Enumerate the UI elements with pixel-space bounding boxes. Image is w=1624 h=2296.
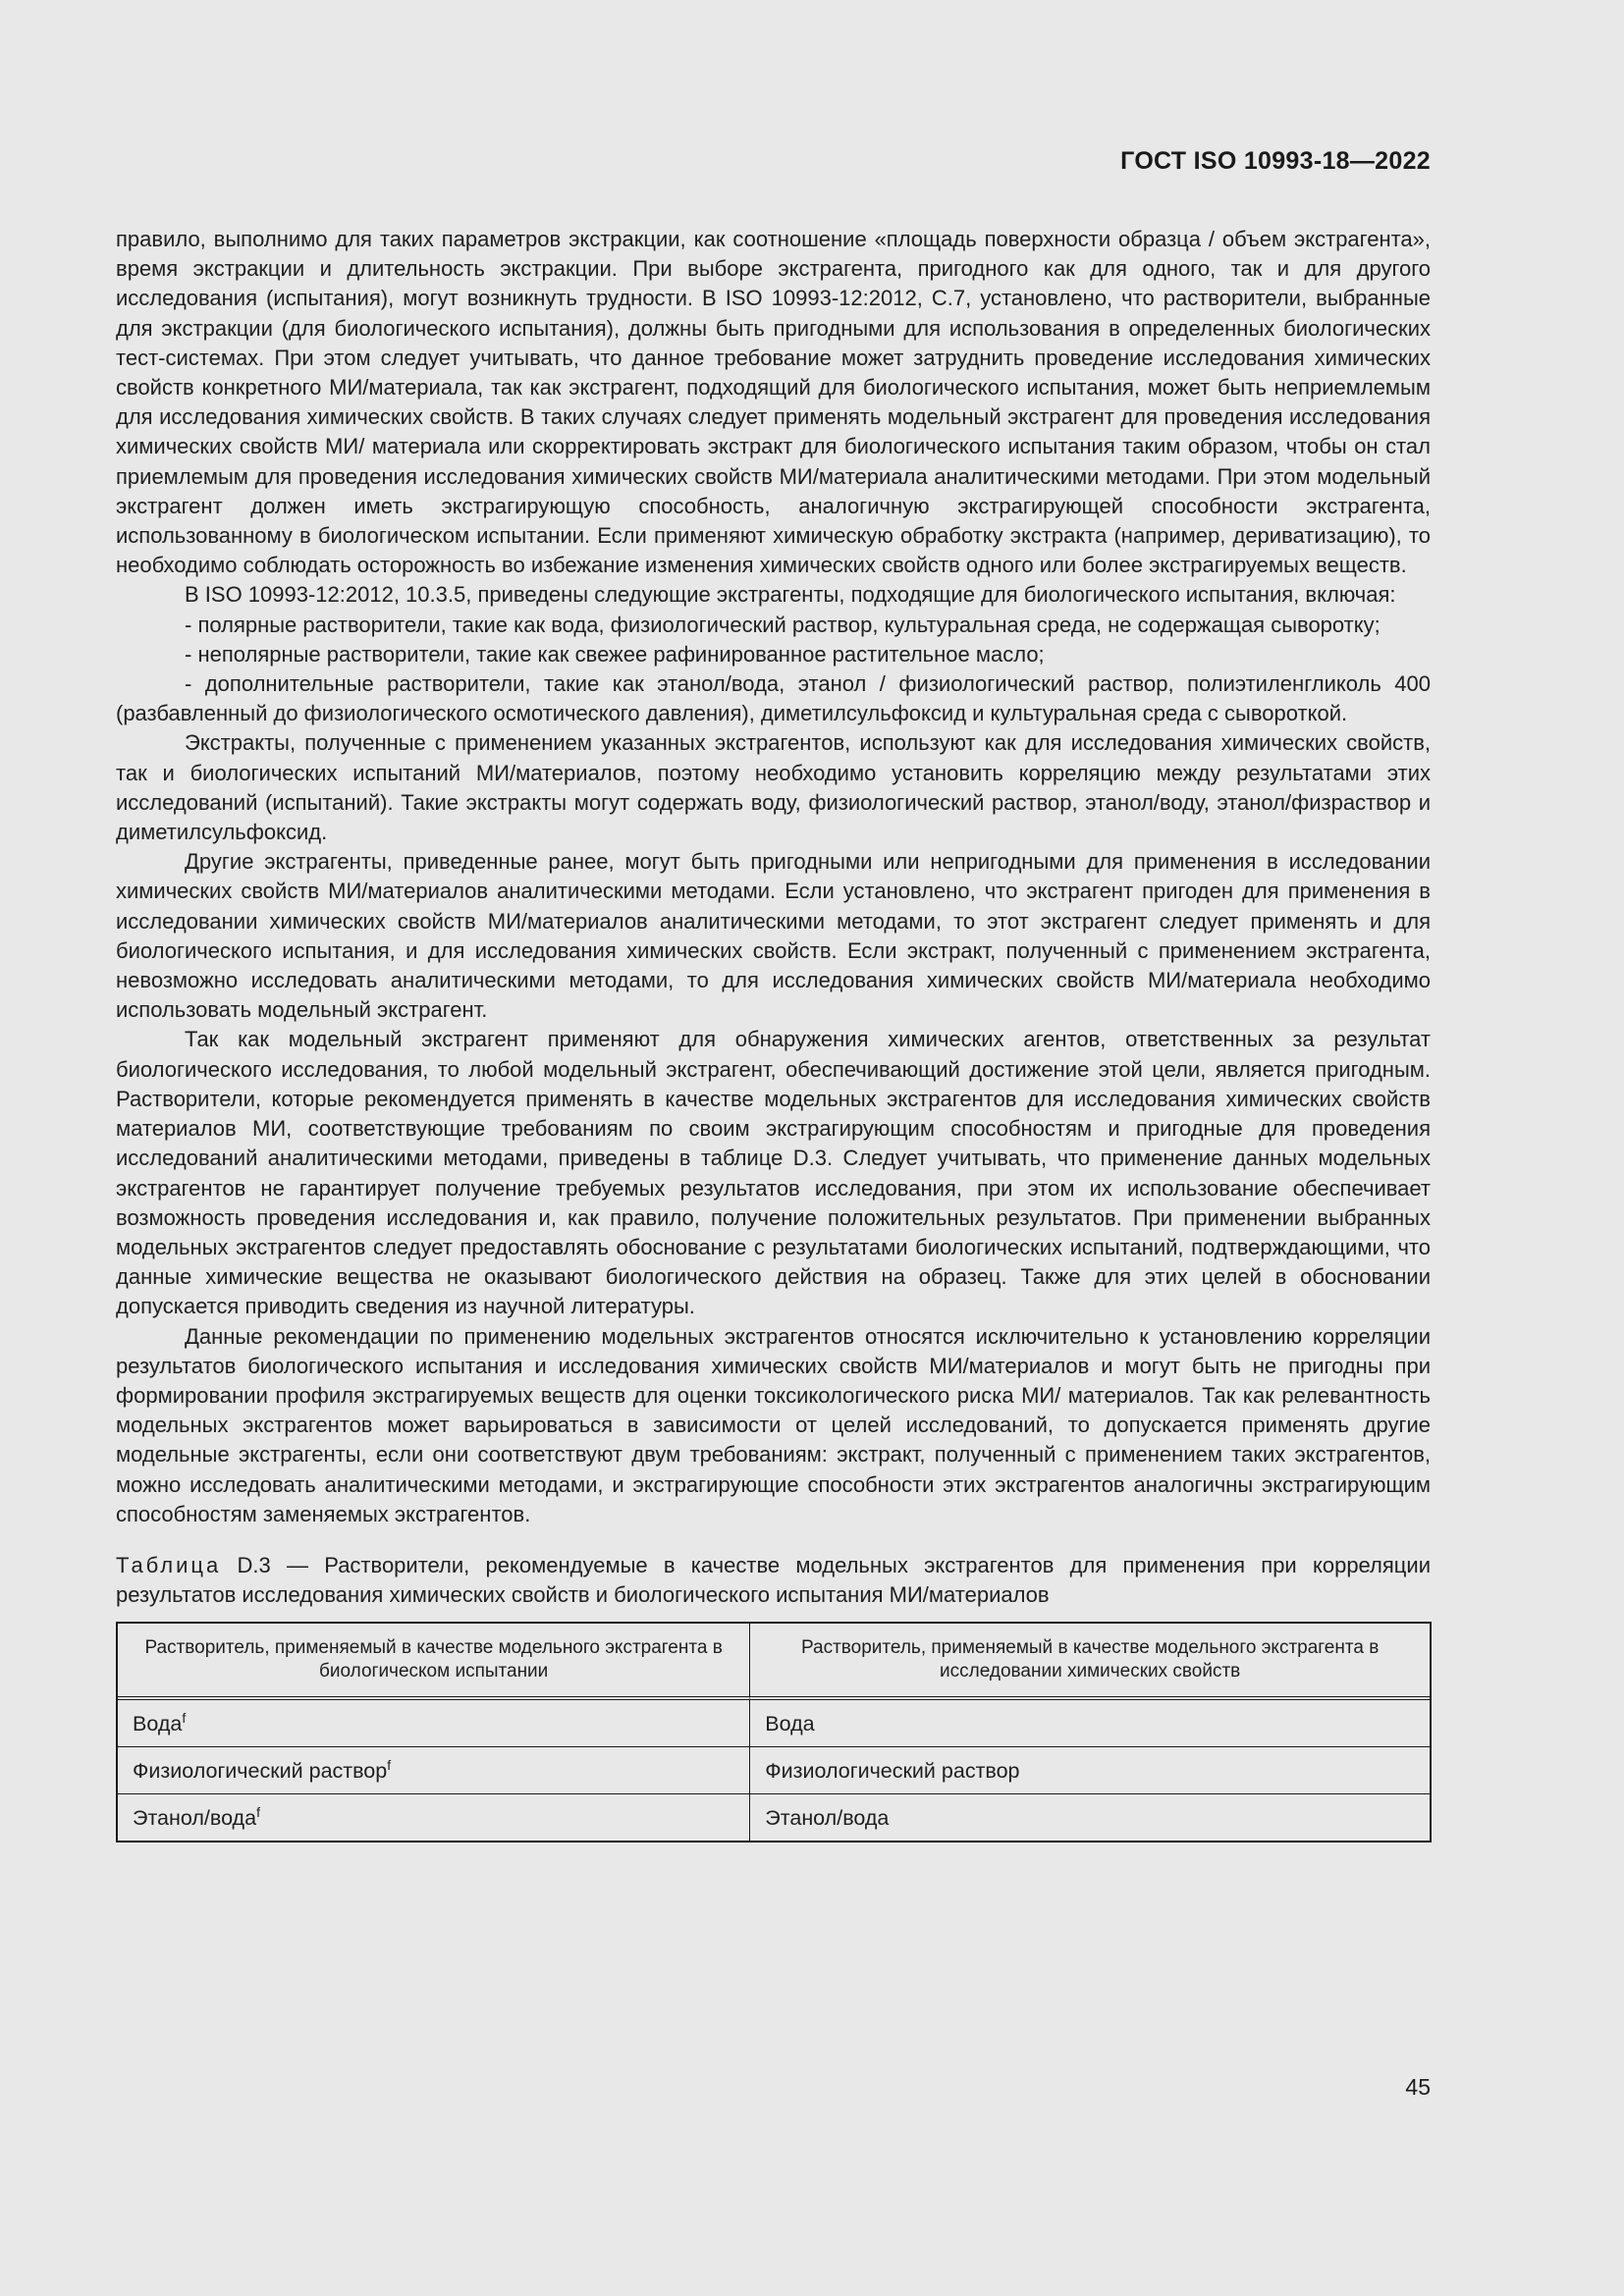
table-header-row <box>118 1624 1430 1700</box>
table-cell: Этанол/вода <box>765 1805 890 1830</box>
page-number: 45 <box>1405 2074 1431 2100</box>
list-item: - неполярные растворители, такие как свежее рафинированное растительное масло; <box>185 641 1045 667</box>
table-row <box>118 1794 1430 1841</box>
table-header-cell: Растворитель, применяемый в качестве модельного экстрагента в биологическом испытании <box>118 1624 750 1700</box>
table-cell: Физиологический раствор <box>750 1747 1430 1794</box>
solvents-table <box>116 1622 1432 1842</box>
paragraph: В ISO 10993-12:2012, 10.3.5, приведены следующие экстрагенты, подходящие для биологического испытания, включая: <box>185 582 1396 608</box>
table-caption-text: D.3 — Растворители, рекомендуемые в качестве модельных экстрагентов для применения при корреляции результатов исследования химических свойств и биологического испытания МИ/материалов <box>116 1552 1431 1608</box>
table-row <box>118 1700 1430 1747</box>
table-caption-label: Таблица <box>116 1552 222 1577</box>
list-item: - дополнительные растворители, такие как этанол/вода, этанол / физиологический раствор, полиэтиленгликоль 400 (разбавленный до физиологического осмотического давления), диметилсульфоксид и культуральная среда с сывороткой. <box>116 671 1431 726</box>
list-item: - полярные растворители, такие как вода, физиологический раствор, культуральная среда, не содержащая сыворотку; <box>185 612 1380 637</box>
paragraph: Другие экстрагенты, приведенные ранее, могут быть пригодными или непригодными для применения в исследовании химических свойств МИ/материалов аналитическими методами. Если установлено, что экстрагент пригоден для применения в исследовании химических свойств МИ/материалов аналитическими методами, то этот экстрагент следует применять и для биологического испытания, и для исследования химических свойств. Если экстракт, полученный с применением экстрагента, невозможно исследовать аналитическими методами, то для исследования химических свойств МИ/материала необходимо использовать модельный экстрагент. <box>116 849 1431 1023</box>
cell-text: Этанол/вода <box>133 1805 257 1830</box>
table-cell: Вода <box>750 1700 1430 1747</box>
footnote-mark: f <box>256 1803 260 1820</box>
paragraph: Данные рекомендации по применению модельных экстрагентов относятся исключительно к установлению корреляции результатов биологического испытания и исследования химических свойств МИ/материалов и могут быть не пригодны при формировании профиля экстрагируемых веществ для оценки токсикологического риска МИ/ материалов. Так как релевантность модельных экстрагентов может варьироваться в зависимости от целей исследований, то допускается применять другие модельные экстрагенты, если они соответствуют двум требованиям: экстракт, полученный с применением таких экстрагентов, можно исследовать аналитическими методами, и экстрагирующие способности этих экстрагентов аналогичны экстрагирующим способностям заменяемых экстрагентов. <box>116 1323 1431 1526</box>
table-cell <box>118 1700 750 1747</box>
paragraph: Так как модельный экстрагент применяют для обнаружения химических агентов, ответственных за результат биологического исследования, то любой модельный экстрагент, обеспечивающий достижение этой цели, является пригодным. Растворители, которые рекомендуется применять в качестве модельных экстрагентов для исследования химических свойств материалов МИ, соответствующие требованиям по своим экстрагирующим способностям и пригодные для проведения исследований аналитическими методами, приведены в таблице D.3. Следует учитывать, что применение данных модельных экстрагентов не гарантирует получение требуемых результатов исследования, при этом их использование обеспечивает возможность проведения исследования и, как правило, получение положительных результатов. При применении выбранных модельных экстрагентов следует предоставлять обоснование с результатами биологических испытаний, подтверждающими, что данные химические вещества не оказывают биологического действия на образец. Также для этих целей в обосновании допускается приводить сведения из научной литературы. <box>116 1027 1431 1319</box>
cell-text: Вода <box>133 1711 183 1735</box>
table-caption <box>116 1551 1431 1610</box>
paragraph: Экстракты, полученные с применением указанных экстрагентов, используют как для исследования химических свойств, так и биологических испытаний МИ/материалов, поэтому необходимо установить корреляцию между результатами этих исследований (испытаний). Такие экстракты могут содержать воду, физиологический раствор, этанол/воду, этанол/физраствор и диметилсульфоксид. <box>116 730 1431 845</box>
paragraph: правило, выполнимо для таких параметров экстракции, как соотношение «площадь поверхности образца / объем экстрагента», время экстракции и длительность экстракции. При выборе экстрагента, пригодного как для одного, так и для другого исследования (испытания), могут возникнуть трудности. В ISO 10993-12:2012, С.7, установлено, что растворители, выбранные для экстракции (для биологического испытания), должны быть пригодными для использования в определенных биологических тест-системах. При этом следует учитывать, что данное требование может затруднить проведение исследования химических свойств конкретного МИ/материала, так как экстрагент, подходящий для биологического испытания, может быть неприемлемым для исследования химических свойств. В таких случаях следует применять модельный экстрагент для проведения исследования химических свойств МИ/ материала или скорректировать экстракт для биологического испытания таким образом, чтобы он стал приемлемым для проведения исследования химических свойств МИ/материала аналитическими методами. При этом модельный экстрагент должен иметь экстрагирующую способность, аналогичную экстрагирующей способности экстрагента, использованному в биологическом испытании. Если применяют химическую обработку экстракта (например, дериватизацию), то необходимо соблюдать осторожность во избежание изменения химических свойств одного или более экстрагируемых веществ. <box>116 227 1431 578</box>
cell-text: Физиологический раствор <box>133 1758 388 1783</box>
body-text <box>116 225 1431 1842</box>
table-row <box>118 1747 1430 1794</box>
table-cell <box>118 1747 750 1794</box>
table-cell <box>118 1794 750 1841</box>
document-header: ГОСТ ISO 10993-18—2022 <box>1120 147 1431 175</box>
table-header-cell: Растворитель, применяемый в качестве модельного экстрагента в исследовании химических свойств <box>750 1624 1430 1700</box>
footnote-mark: f <box>387 1756 392 1773</box>
footnote-mark: f <box>182 1709 187 1726</box>
